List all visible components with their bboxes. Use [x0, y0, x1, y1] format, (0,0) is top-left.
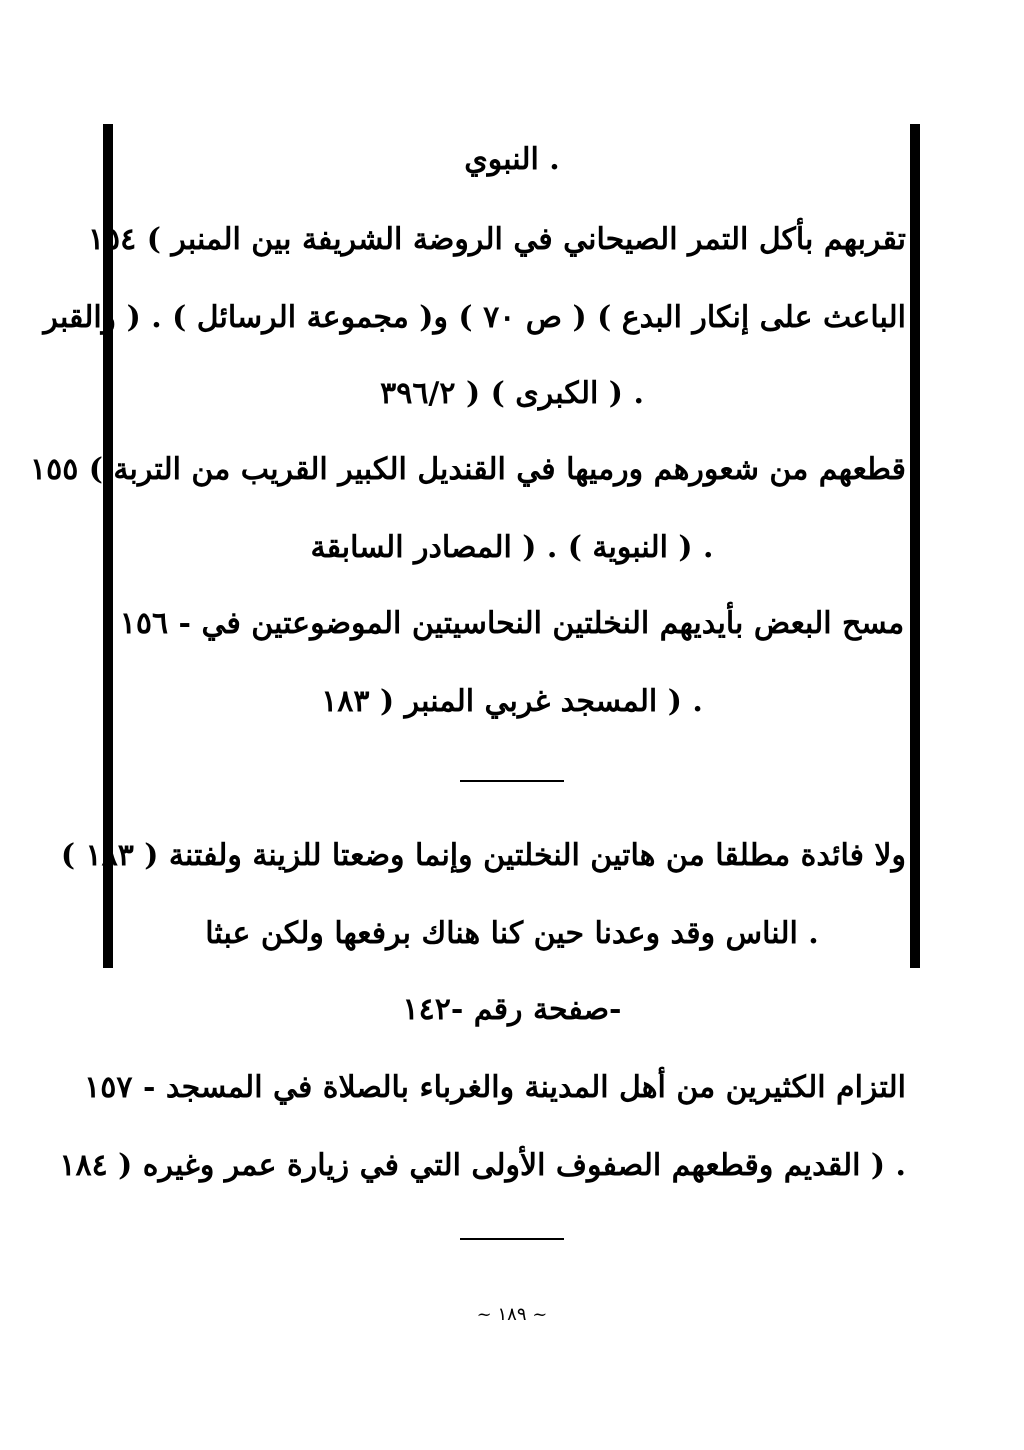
text-line-1: . النبوي	[464, 142, 560, 177]
text-line-5: قطعهم من شعورهم ورميها في القنديل الكبير القريب من التربة ) ١٥٥	[30, 452, 906, 487]
text-line-4: . ( الكبرى ) ( ٣٩٦/٢	[380, 376, 644, 411]
text-line-3: الباعث على إنكار البدع ) ( ص ٧٠ ) و( مجموعة الرسائل ) . ( والقبر	[43, 300, 906, 335]
page-number: ~ ١٨٩ ~	[476, 1304, 548, 1325]
text-line-7: مسح البعض بأيديهم النخلتين النحاسيتين الموضوعتين في - ١٥٦	[119, 606, 905, 641]
text-line-9: ولا فائدة مطلقا من هاتين النخلتين وإنما وضعتا للزينة ولفتنة ( ١٨٣ )	[60, 838, 906, 873]
text-line-8: . ( المسجد غربي المنبر ( ١٨٣	[321, 684, 703, 719]
separator-rule-1	[460, 780, 564, 782]
text-line-6: . ( النبوية ) . ( المصادر السابقة	[310, 530, 714, 565]
text-line-10: . الناس وقد وعدنا حين كنا هناك برفعها ولكن عبثا	[205, 916, 819, 951]
separator-rule-2	[460, 1238, 564, 1240]
text-line-13: . ( القديم وقطعهم الصفوف الأولى التي في زيارة عمر وغيره ( ١٨٤	[59, 1148, 906, 1183]
right-border-bar	[910, 124, 920, 968]
text-line-12: التزام الكثيرين من أهل المدينة والغرباء بالصلاة في المسجد - ١٥٧	[84, 1070, 906, 1105]
text-line-2: تقربهم بأكل التمر الصيحاني في الروضة الشريفة بين المنبر ) ١٥٤	[87, 222, 906, 257]
text-line-11: -صفحة رقم -١٤٢	[402, 992, 622, 1027]
